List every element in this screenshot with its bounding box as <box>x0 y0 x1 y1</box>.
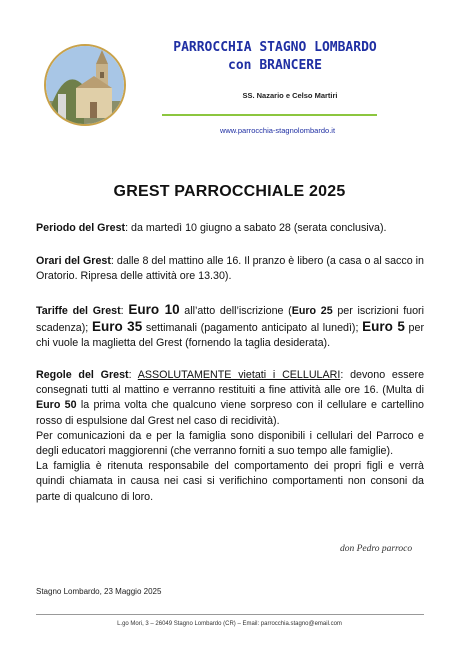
periodo-text: : da martedì 10 giugno a sabato 28 (serata conclusiva). <box>125 222 387 234</box>
tariffe-label: Tariffe del Grest <box>36 305 121 317</box>
footer-contacts: L.go Mori, 3 – 26049 Stagno Lombardo (CR) – Email: parrocchia.stagno@email.com <box>117 621 342 627</box>
price-shirt: Euro 5 <box>362 319 405 335</box>
orari-paragraph <box>36 254 424 284</box>
patron-saints: SS. Nazario e Celso Martiri <box>242 91 338 100</box>
periodo-paragraph <box>36 221 424 236</box>
regole-paragraph <box>36 368 424 505</box>
signature: don Pedro parroco <box>340 544 413 554</box>
price-weekly: Euro 35 <box>91 319 143 335</box>
price-late: Euro 25 <box>291 305 333 317</box>
page-title: GREST PARROCCHIALE 2025 <box>113 183 346 200</box>
communications-text: Per comunicazioni da e per la famiglia sono disponibili i cellulari del Parroco e degli educatori maggiorenni (che verranno forniti a suo tempo alle famiglie). <box>36 429 424 458</box>
regole-label: Regole del Grest <box>36 369 129 381</box>
church-photo-icon <box>44 44 126 126</box>
orari-label: Orari del Grest <box>36 255 111 267</box>
responsibility-text: La famiglia è ritenuta responsabile del comportamento dei propri figli e verrà quindi chiamata in causa nei casi si verifichino comportamenti non consoni da parte di qualcuno di loro. <box>36 460 424 503</box>
regole-text1: : devono essere consegnati tutti al mattino e verranno restituiti a fine attività alle ore 16. (Multa di <box>36 369 425 397</box>
fine-amount: Euro 50 <box>36 399 77 412</box>
orari-text: : dalle 8 del mattino alle 16. Il pranzo è libero (a casa o al sacco in Oratorio. Ripresa delle attività ore 13.30). <box>36 255 424 283</box>
footer-divider <box>36 614 424 615</box>
parish-name: PARROCCHIA STAGNO LOMBARDO <box>173 40 377 55</box>
phones-banned: ASSOLUTAMENTE vietati i CELLULARI <box>137 369 341 381</box>
regole-text2: la prima volta che qualcuno viene sorpreso con il cellulare e cartellino rosso di espulsione dal Grest nel caso di recidività). <box>36 399 425 427</box>
tariffe-text4: per chi vuole la maglietta del Grest (fornendo la taglia desiderata). <box>36 322 425 350</box>
tariffe-sep: : <box>120 305 129 317</box>
website-link[interactable]: www.parrocchia-stagnolombardo.it <box>219 126 336 135</box>
regole-sep: : <box>128 369 138 381</box>
tariffe-paragraph <box>36 302 424 352</box>
tariffe-text1: all’atto dell’iscrizione ( <box>179 305 292 317</box>
document-date: Stagno Lombardo, 23 Maggio 2025 <box>36 587 162 596</box>
header-divider <box>162 114 377 116</box>
parish-subname: con BRANCERE <box>228 58 322 73</box>
tariffe-text2: per iscrizioni fuori scadenza); <box>36 305 424 335</box>
tariffe-text3: settimanali (pagamento anticipato al lunedì); <box>142 322 363 335</box>
periodo-label: Periodo del Grest <box>36 222 126 234</box>
price-registration: Euro 10 <box>128 302 180 317</box>
